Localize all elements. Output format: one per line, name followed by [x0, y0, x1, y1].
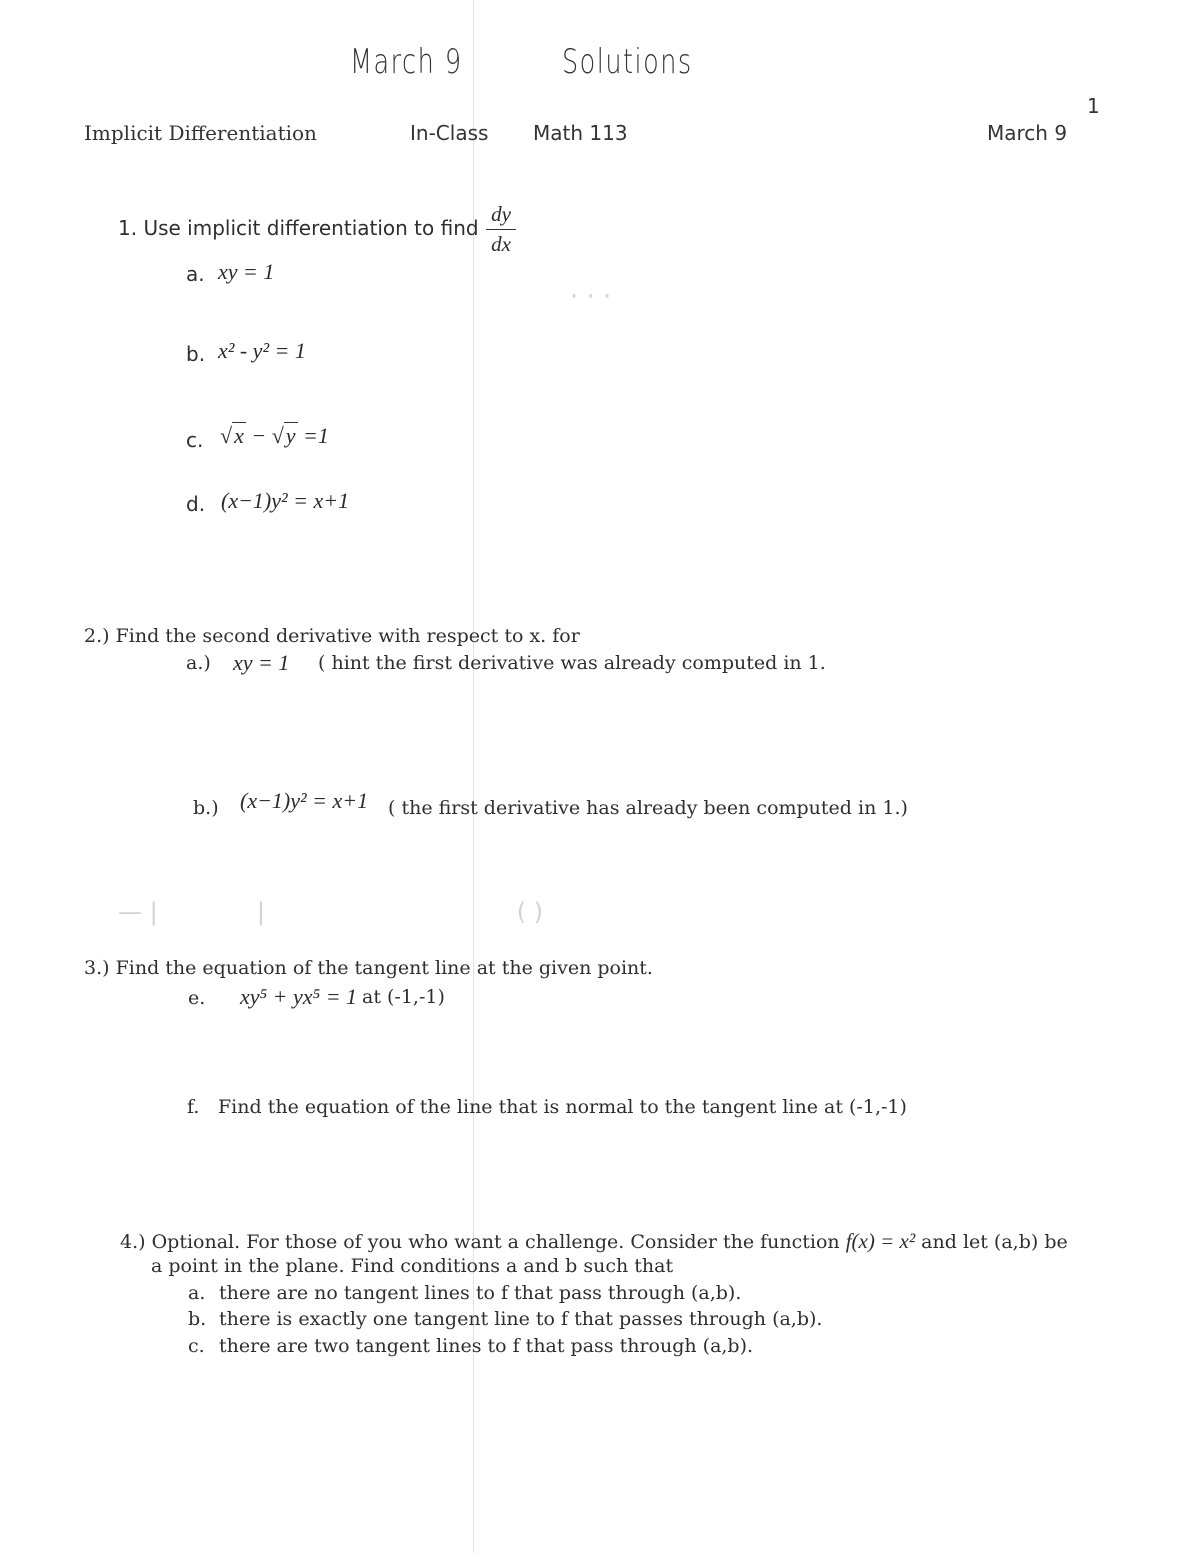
q3f-label: f. — [187, 1096, 200, 1118]
q4-function: f(x) = x² — [845, 1229, 916, 1253]
q2a-label: a.) — [186, 652, 211, 674]
q3f-text: Find the equation of the line that is normal to the tangent line at (-1,-1) — [218, 1096, 907, 1118]
q1c-equation — [220, 423, 329, 449]
handwritten-date: March 9 — [350, 42, 463, 82]
q4-line2: a point in the plane. Find conditions a and b such that — [151, 1255, 674, 1277]
q3e-equation: xy⁵ + yx⁵ = 1 — [240, 984, 358, 1009]
sqrt-sign: √ — [271, 423, 284, 448]
q4a-label: a. — [188, 1282, 206, 1304]
q4b-text: there is exactly one tangent line to f that passes through (a,b). — [219, 1308, 823, 1330]
dy-numerator: dy — [491, 202, 511, 226]
q4-line1-start: 4.) Optional. For those of you who want a challenge. Consider the function — [120, 1231, 840, 1253]
q2b-hint: ( the first derivative has already been computed in 1.) — [388, 797, 908, 819]
sqrt-sign: √ — [220, 423, 233, 448]
q1c-label: c. — [186, 428, 204, 452]
minus-sign: − — [251, 423, 267, 448]
q3e-point: at (-1,-1) — [362, 986, 445, 1008]
q3e-label: e. — [188, 987, 206, 1009]
q1d-equation: (x−1)y² = x+1 — [221, 488, 350, 513]
q1b-equation: x² - y² = 1 — [218, 338, 306, 363]
header-topic: Implicit Differentiation — [84, 121, 317, 145]
handwritten-title: Solutions — [562, 42, 693, 82]
q4a-text: there are no tangent lines to f that pass through (a,b). — [219, 1282, 742, 1304]
q4b-label: b. — [188, 1308, 207, 1330]
q4-line1-end: and let (a,b) be — [921, 1231, 1068, 1253]
dy-dx-fraction — [486, 202, 516, 257]
header-date: March 9 — [987, 121, 1068, 145]
q2b-label: b.) — [193, 797, 219, 819]
header-type: In-Class — [410, 121, 489, 145]
fraction-bar — [486, 229, 516, 230]
q2a-equation: xy = 1 — [233, 650, 290, 675]
q4-line1 — [120, 1229, 1068, 1254]
sqrt-y: y — [285, 423, 296, 448]
q1b-label: b. — [186, 342, 206, 366]
q2-prompt: 2.) Find the second derivative with respect to x. for — [84, 625, 580, 647]
q1a-equation: xy = 1 — [218, 259, 275, 284]
q2a-hint: ( hint the first derivative was already computed in 1. — [318, 652, 826, 674]
sqrt-x: x — [234, 423, 244, 448]
bleed-through-mark: · · · — [570, 282, 612, 312]
q3-prompt: 3.) Find the equation of the tangent line at the given point. — [84, 957, 653, 979]
q1c-rhs: =1 — [303, 423, 329, 448]
page-number: 1 — [1087, 94, 1100, 118]
q1-prompt: 1. Use implicit differentiation to find — [118, 216, 479, 240]
bleed-through-mark: — | | ( ) — [118, 898, 544, 926]
q1d-label: d. — [186, 492, 206, 516]
q1a-label: a. — [186, 262, 205, 286]
header-course: Math 113 — [533, 121, 628, 145]
q4c-label: c. — [188, 1335, 205, 1357]
q2b-equation: (x−1)y² = x+1 — [240, 788, 369, 813]
q4c-text: there are two tangent lines to f that pass through (a,b). — [219, 1335, 754, 1357]
dx-denominator: dx — [491, 232, 511, 256]
